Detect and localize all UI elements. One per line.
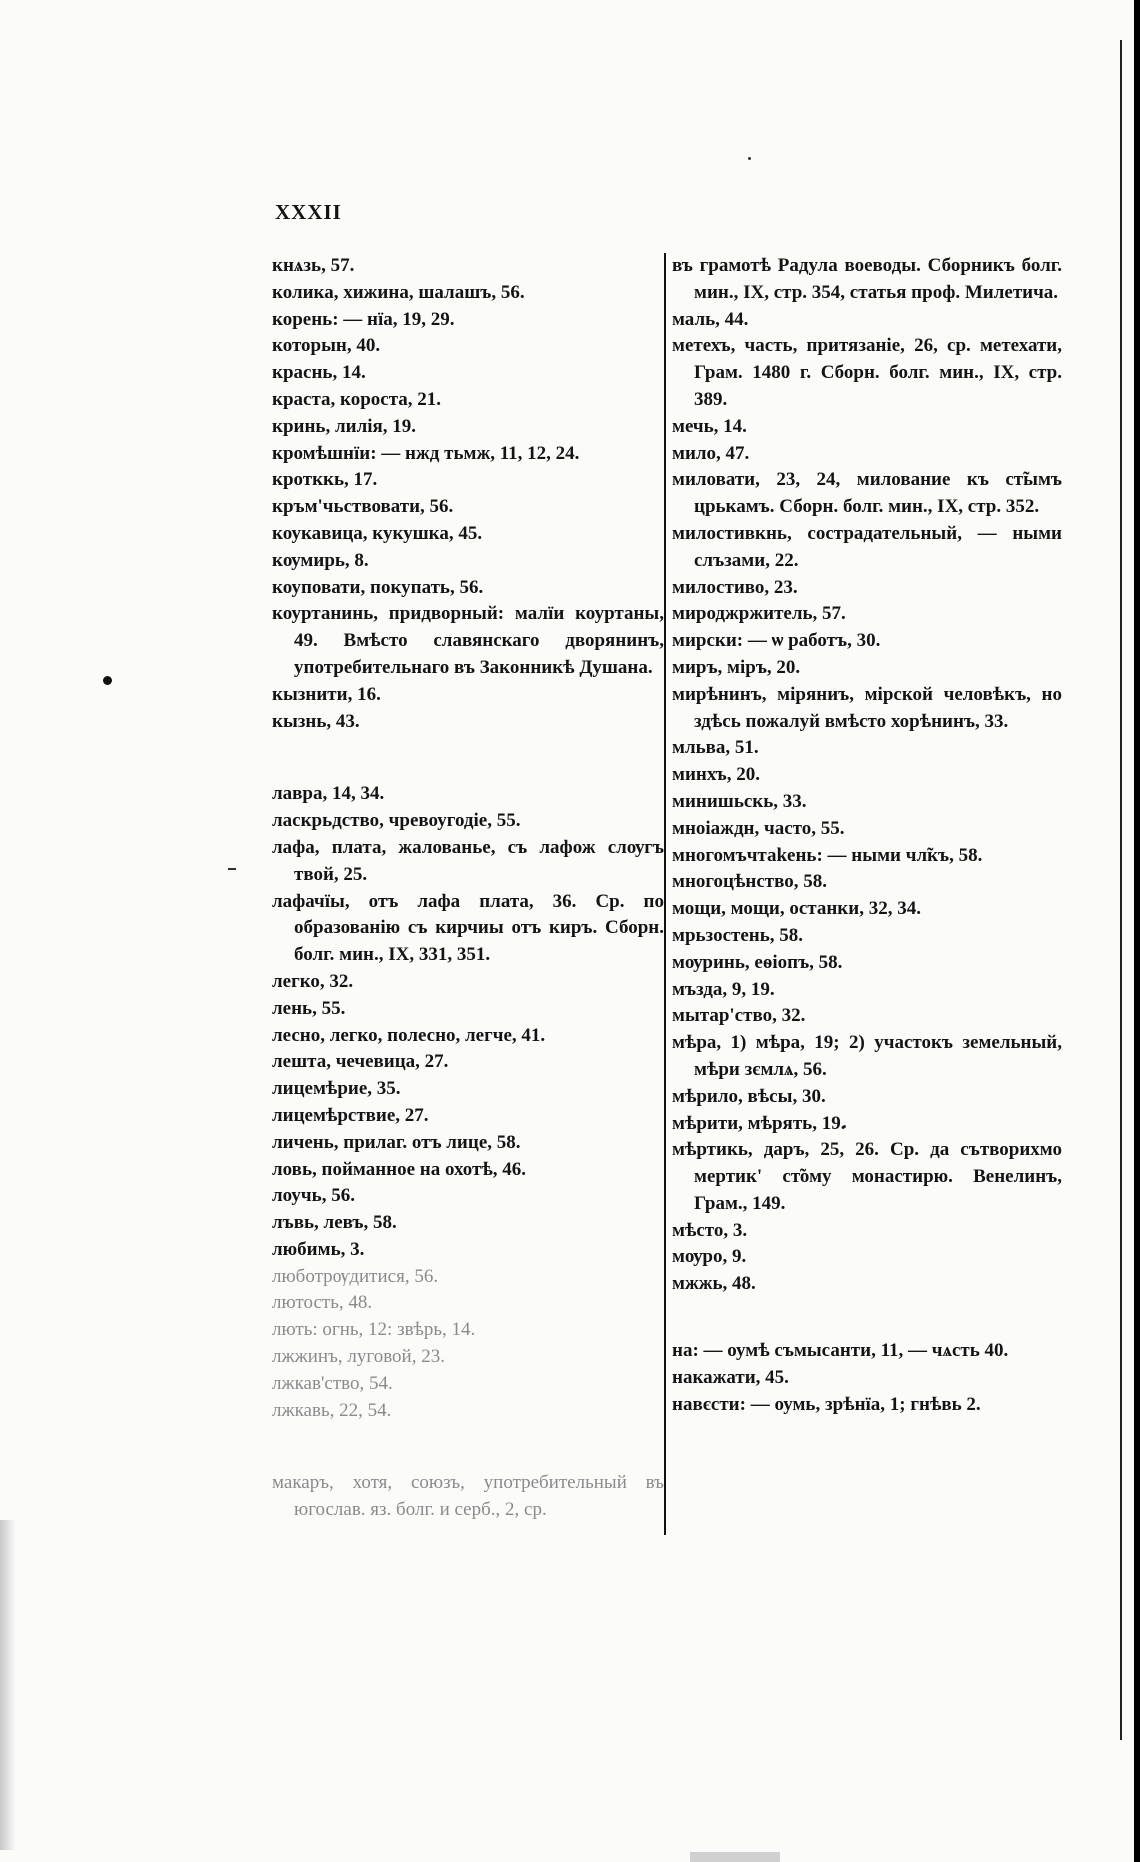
dictionary-entry: на: — оумѣ съмысанти, 11, — чѧсть 40. xyxy=(672,1340,1009,1362)
dictionary-entry: мѹринь, еѳіопъ, 58. xyxy=(672,951,843,973)
dictionary-entry: лавра, 14, 34. xyxy=(272,783,385,805)
dictionary-entry: минишьскь, 33. xyxy=(672,790,807,812)
speck-mark xyxy=(748,157,751,160)
dictionary-entry: мытар'ство, 32. xyxy=(672,1005,806,1027)
dictionary-entry: мироджржитель, 57. xyxy=(672,603,846,625)
column-divider xyxy=(664,253,666,1535)
dictionary-entry: лють: огнь, 12: звѣрь, 14. xyxy=(272,1319,476,1341)
dictionary-entry: коукавица, кукушка, 45. xyxy=(272,522,483,544)
dictionary-entry: миловати, 23, 24, милование къ ст̃ымъ црькамъ. Сборн. болг. мин., IX, стр. 352. xyxy=(672,469,1062,518)
dictionary-entry: накажати, 45. xyxy=(672,1366,789,1388)
dictionary-entry: лень, 55. xyxy=(272,997,346,1019)
dictionary-entry: въ грамотѣ Радула воеводы. Сборникъ болг. мин., IX, стр. 354, статья проф. Милетича. xyxy=(672,255,1062,303)
dictionary-entry: навєсти: — оумь, зрѣнїа, 1; гнѣвь 2. xyxy=(672,1393,981,1415)
dictionary-entry: лоучь, 56. xyxy=(272,1185,355,1207)
dictionary-entry: люботрѹдитися, 56. xyxy=(272,1265,439,1287)
dictionary-entry: краснь, 14. xyxy=(272,362,366,384)
dictionary-entry: лжкав'ство, 54. xyxy=(272,1372,393,1394)
dictionary-entry: корень: — нїа, 19, 29. xyxy=(272,308,455,330)
dictionary-entry: милостиво, 23. xyxy=(672,576,798,598)
dictionary-entry: многоцѣнство, 58. xyxy=(672,871,827,893)
dictionary-entry: мльва, 51. xyxy=(672,737,759,759)
dictionary-entry: лжжинъ, луговой, 23. xyxy=(272,1346,445,1368)
dictionary-entry: мѣрити, мѣрять, 19. xyxy=(672,1112,846,1134)
dictionary-entry: мило, 47. xyxy=(672,442,750,464)
dictionary-entry: мечь, 14. xyxy=(672,415,747,437)
dictionary-entry: лжкавь, 22, 54. xyxy=(272,1399,392,1421)
margin-dash-mark xyxy=(228,868,236,870)
dictionary-entry: лицемѣрие, 35. xyxy=(272,1078,401,1100)
dictionary-entry: кызнити, 16. xyxy=(272,683,381,705)
dictionary-entry: метехъ, часть, притязаніе, 26, ср. метехати, Грам. 1480 г. Сборн. болг. мин., IX, стр. 389. xyxy=(672,335,1062,410)
dictionary-entry: милостивкнь, сострадательный, — ными слъзами, 22. xyxy=(672,522,1062,571)
dictionary-entry: мноіаждн, часто, 55. xyxy=(672,817,845,839)
dictionary-entry: коуртанинь, придворный: малїи коуртаны, 49. Вмѣсто славянскаго дворянинъ, употребительнаго въ Законникѣ Душана. xyxy=(272,603,664,678)
dictionary-entry: макаръ, хотя, союзъ, употребительный въ югослав. яз. болг. и серб., 2, ср. xyxy=(272,1472,664,1521)
section-gap xyxy=(272,735,664,781)
dictionary-entry: кѹмирь, 8. xyxy=(272,549,369,571)
dictionary-entry: мѹро, 9. xyxy=(672,1246,747,1268)
dictionary-entry: кызнь, 43. xyxy=(272,710,360,732)
dictionary-entry: мжжь, 48. xyxy=(672,1273,756,1295)
dictionary-entry: мирѣнинъ, міряниъ, мірской человѣкъ, но здѣсь пожалуй вмѣсто хорѣнинъ, 33. xyxy=(672,683,1062,732)
dictionary-entry: лесно, легко, полесно, легче, 41. xyxy=(272,1024,546,1046)
page-number: XXXII xyxy=(275,200,342,224)
dictionary-entry: мѣртикь, даръ, 25, 26. Ср. да сътворихмо мертик' ст̃ому монастирю. Венелинъ, Грам., 149. xyxy=(672,1139,1062,1214)
dictionary-entry: кринь, лилія, 19. xyxy=(272,415,417,437)
dictionary-entry: маль, 44. xyxy=(672,308,749,330)
dictionary-entry: многомъчтаkeнь: — ными чл̃къ, 58. xyxy=(672,844,983,866)
dictionary-entry: лафа, плата, жалованье, съ лафож слѹгъ твой, 25. xyxy=(272,836,664,885)
dictionary-entry: кромѣшнїи: — нжд тьмж, 11, 12, 24. xyxy=(272,442,580,464)
dictionary-entry: минхъ, 20. xyxy=(672,764,760,786)
dictionary-entry: которын, 40. xyxy=(272,335,381,357)
dictionary-entry: ласкрьдство, чревоугодіе, 55. xyxy=(272,810,521,832)
left-column xyxy=(272,253,664,1524)
dictionary-entry: миръ, міръ, 20. xyxy=(672,656,801,678)
section-gap xyxy=(272,1424,664,1470)
dictionary-entry: лютость, 48. xyxy=(272,1292,373,1314)
scan-smudge xyxy=(0,1520,16,1850)
dictionary-entry: ловь, пойманное на охотѣ, 46. xyxy=(272,1158,527,1180)
margin-bullet-mark xyxy=(103,676,112,685)
dictionary-entry: личень, прилаг. отъ лице, 58. xyxy=(272,1131,521,1153)
dictionary-entry: мрьзостень, 58. xyxy=(672,924,804,946)
dictionary-entry: колика, хижина, шалашъ, 56. xyxy=(272,281,525,303)
dictionary-entry: краста, короста, 21. xyxy=(272,388,442,410)
dictionary-entry: мощи, мощи, останки, 32, 34. xyxy=(672,898,921,920)
dictionary-entry: мирски: — ѡ работъ, 30. xyxy=(672,630,881,652)
dictionary-entry: легко, 32. xyxy=(272,970,354,992)
dictionary-entry: любимь, 3. xyxy=(272,1238,365,1260)
dictionary-entry: лицемѣрствие, 27. xyxy=(272,1104,429,1126)
dictionary-entry: лешта, чечевица, 27. xyxy=(272,1051,449,1073)
dictionary-entry: мѣрило, вѣсы, 30. xyxy=(672,1085,826,1107)
dictionary-entry: кръм'чьствовати, 56. xyxy=(272,496,454,518)
dictionary-entry: мѣсто, 3. xyxy=(672,1219,748,1241)
right-column xyxy=(672,253,1062,1418)
dictionary-entry: кнѧзь, 57. xyxy=(272,255,355,276)
dictionary-entry: мъзда, 9, 19. xyxy=(672,978,775,1000)
dictionary-entry: лъвь, левъ, 58. xyxy=(272,1212,397,1234)
dictionary-entry: мѣра, 1) мѣра, 19; 2) участокъ земельный, мѣри зємлѧ, 56. xyxy=(672,1032,1062,1080)
dictionary-entry: лафачїы, отъ лафа плата, 36. Ср. по образованію съ кирчиы отъ киръ. Сборн. болг. мин., IX, 331, 351. xyxy=(272,890,664,966)
page-edge-shadow xyxy=(1134,0,1140,1862)
dictionary-entry: кротккь, 17. xyxy=(272,469,378,491)
bottom-scan-mark xyxy=(690,1852,780,1862)
section-gap xyxy=(672,1298,1062,1338)
dictionary-entry: коуповати, покупать, 56. xyxy=(272,576,484,598)
page-edge-line xyxy=(1120,40,1122,1740)
